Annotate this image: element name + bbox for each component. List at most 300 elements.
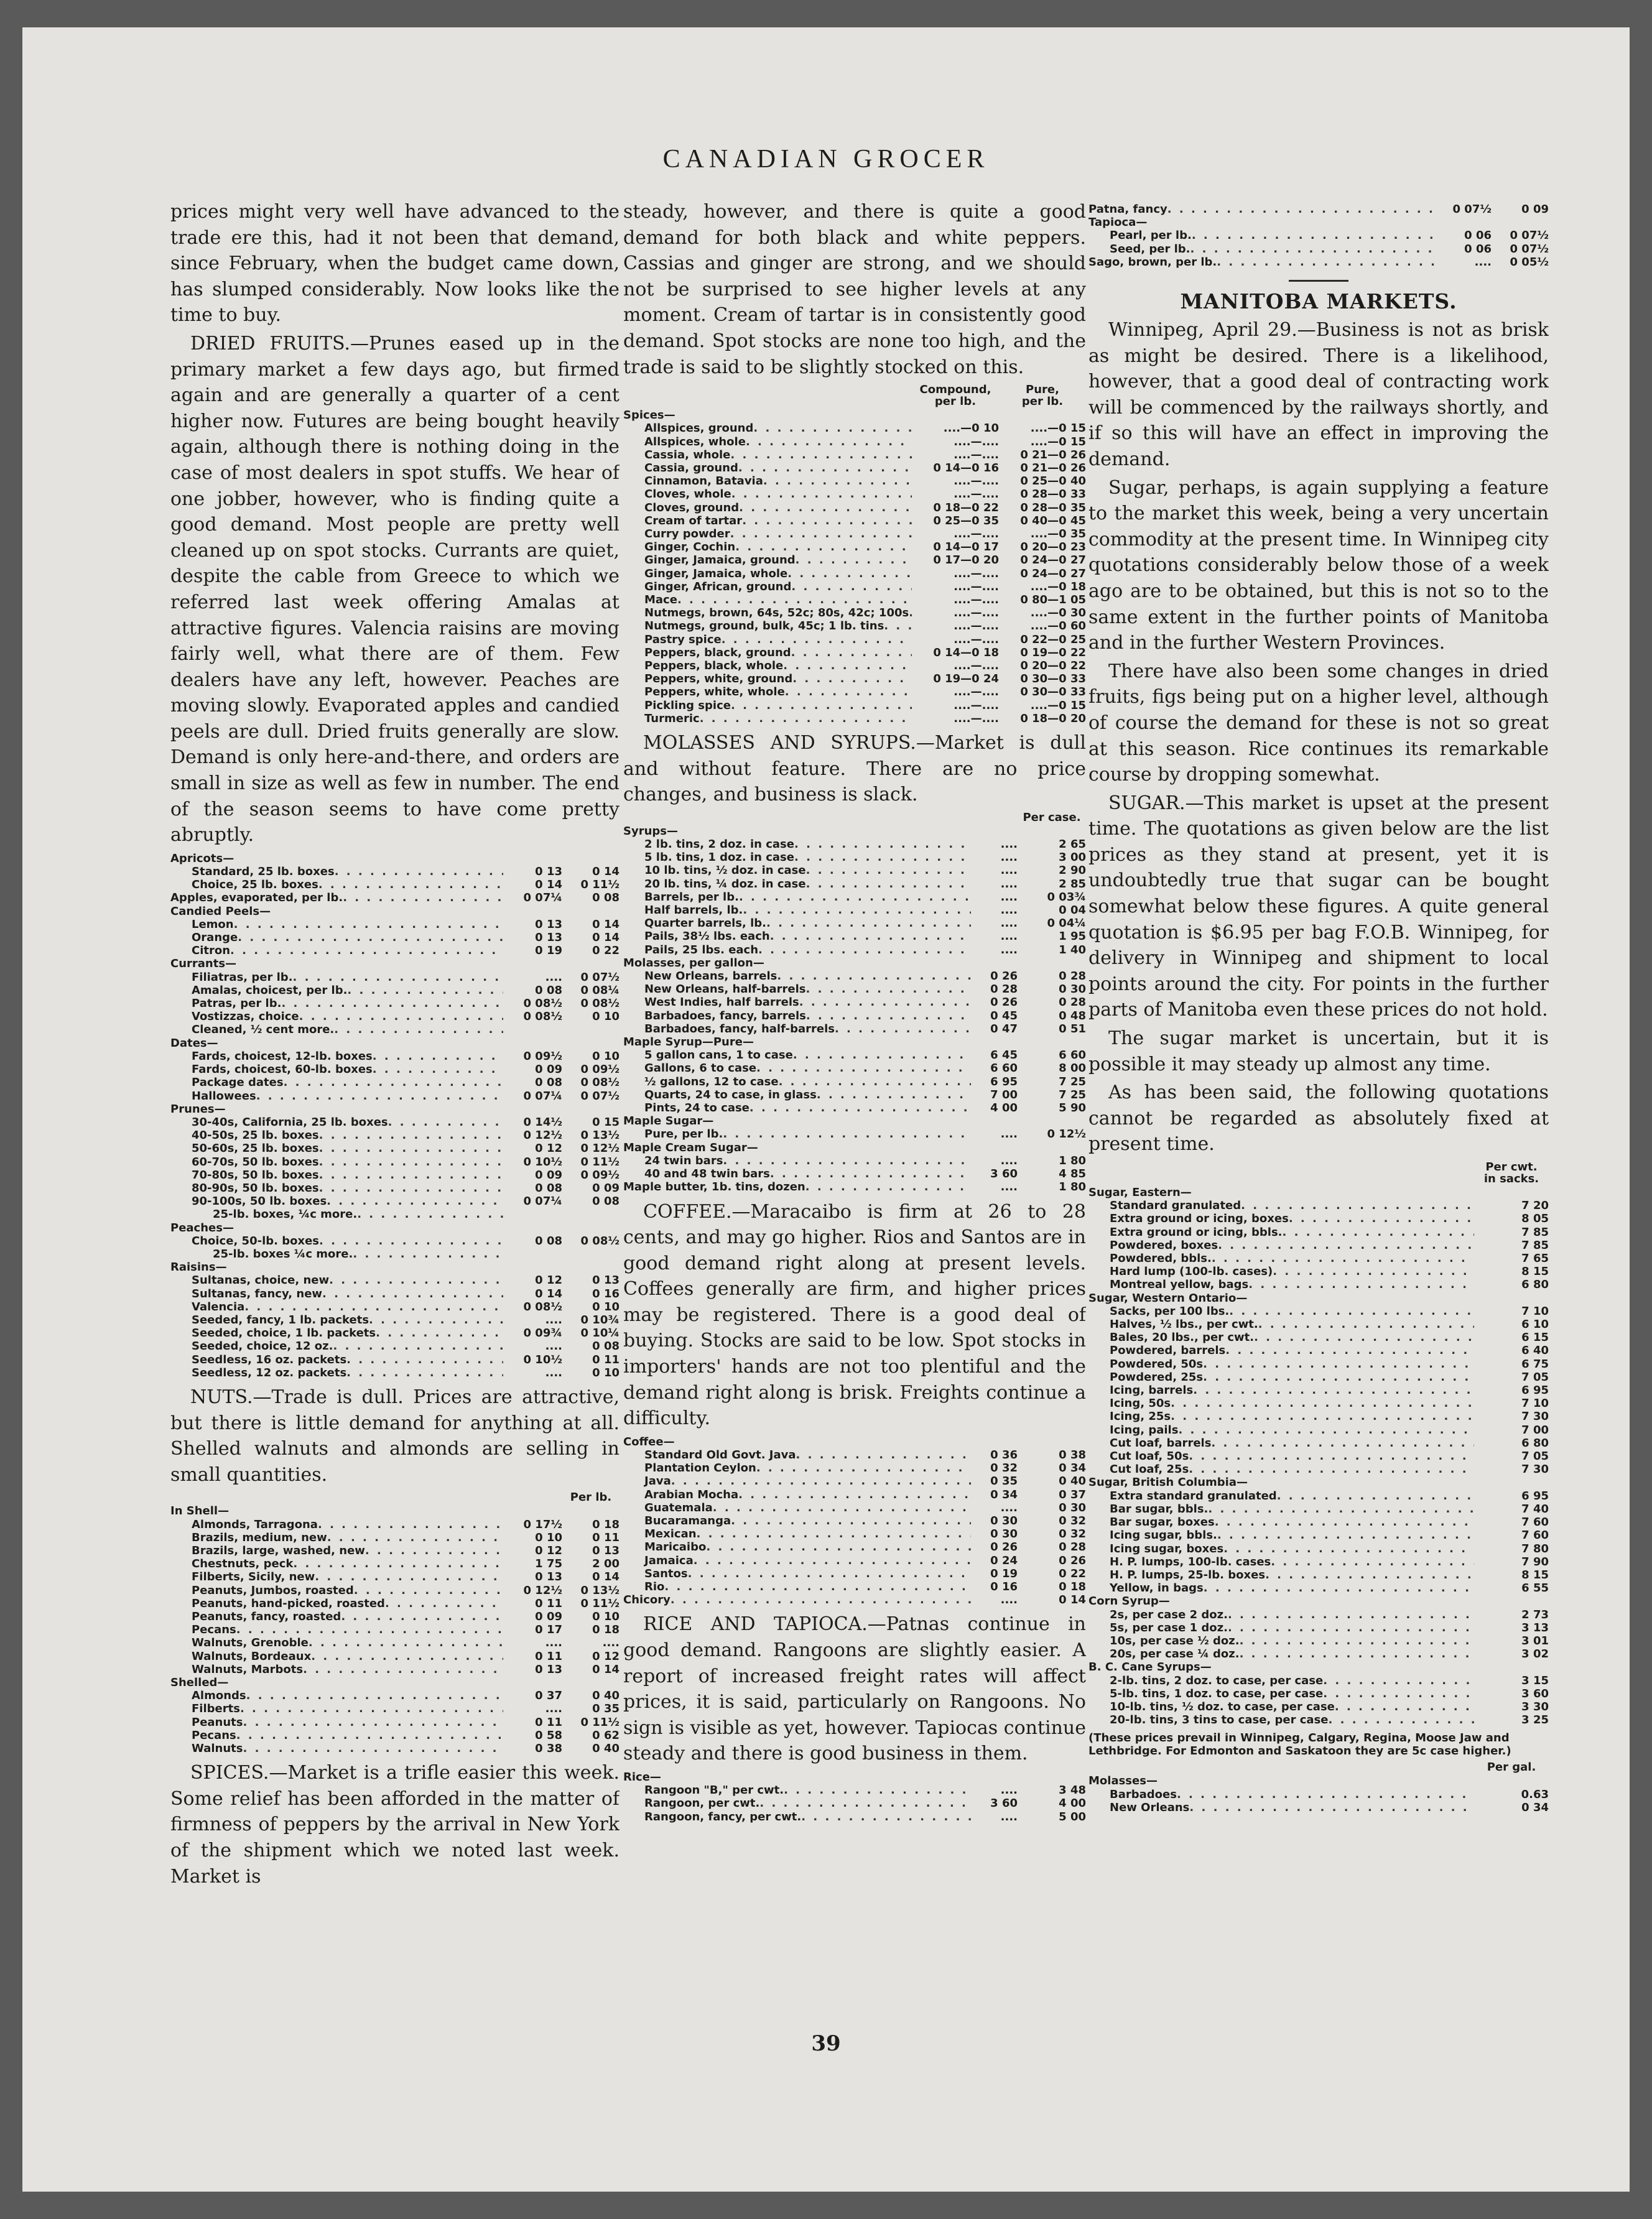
item-label: Quarts, 24 to case, in glass <box>644 1088 817 1101</box>
dot-leader <box>884 619 912 632</box>
table-row <box>1088 1371 1549 1384</box>
dot-leader <box>335 865 503 878</box>
item-label: Bales, 20 lbs., per cwt. <box>1110 1331 1255 1345</box>
dot-leader <box>1323 1687 1474 1700</box>
table-row <box>623 1062 1086 1075</box>
item-label: Brazils, medium, new <box>192 1531 327 1544</box>
table-row <box>623 878 1086 891</box>
price-high: 0 03¾ <box>1047 890 1086 904</box>
price-low: .... <box>545 1313 562 1327</box>
item-label: Powdered, boxes <box>1110 1238 1218 1252</box>
price: 7 10 <box>1521 1304 1549 1318</box>
item-label: Bucaramanga <box>644 1514 731 1528</box>
item-label: Seeded, fancy, 1 lb. packets <box>192 1313 369 1327</box>
dot-leader <box>1225 1344 1474 1357</box>
price-high: 0 35 <box>592 1702 620 1716</box>
dot-leader <box>706 1540 971 1554</box>
table-row <box>623 1540 1086 1554</box>
item-label: Peppers, black, ground <box>644 646 791 659</box>
price: 6 40 <box>1521 1344 1549 1358</box>
table-row <box>170 1142 620 1155</box>
column-2 <box>623 199 1086 2129</box>
price-high: 0 11½ <box>580 1596 620 1610</box>
table-row <box>1088 1529 1549 1542</box>
item-label: Valencia <box>192 1300 245 1313</box>
item-label: Sultanas, choice, new <box>192 1274 330 1287</box>
dot-leader <box>671 1593 971 1606</box>
dot-leader <box>731 1514 971 1527</box>
item-label: Icing sugar, bbls. <box>1110 1529 1217 1542</box>
table-row <box>1088 1542 1549 1555</box>
price-high: ....—0 15 <box>1030 422 1086 435</box>
column-header: Per case. <box>1023 810 1081 824</box>
table-row <box>170 1702 620 1715</box>
price-high: 0 40 <box>1059 1475 1086 1488</box>
price: 3 01 <box>1521 1634 1549 1647</box>
table-row <box>1088 1358 1549 1371</box>
price-high: 0 18 <box>1059 1580 1086 1594</box>
price-high: 0 12½ <box>580 1142 620 1156</box>
price-high: 2 85 <box>1059 877 1086 891</box>
item-label: Guatemala <box>644 1501 713 1514</box>
price-low: ....—.... <box>954 711 999 725</box>
item-label: Pearl, per lb. <box>1110 229 1192 243</box>
price-low: 0 11 <box>535 1596 562 1610</box>
prices-footnote: (These prices prevail in Winnipeg, Calgary, Regina, Moose Jaw and Lethbridge. For Edmonton and Saskatoon they are 5c case higher.) <box>1088 1731 1511 1758</box>
item-label: Peaches— <box>170 1221 234 1235</box>
table-row <box>623 1567 1086 1580</box>
dot-leader <box>731 699 912 712</box>
item-label: Orange <box>192 931 238 945</box>
dot-leader <box>664 1580 971 1593</box>
item-label: Powdered, 25s <box>1110 1370 1204 1384</box>
price: 3 02 <box>1521 1647 1549 1661</box>
item-label: 20s, per case ¼ doz. <box>1110 1647 1240 1661</box>
item-label: Raisins— <box>170 1261 227 1274</box>
table-row <box>170 1313 620 1327</box>
dot-leader <box>753 422 912 435</box>
table-row <box>623 1462 1086 1475</box>
item-label: Rangoon "B," per cwt. <box>644 1784 784 1797</box>
table-row <box>623 1784 1086 1797</box>
dot-leader <box>1229 1305 1474 1318</box>
price-high: 0 30—0 33 <box>1020 685 1086 699</box>
item-label: 20-lb. tins, 3 tins to case, per case <box>1110 1713 1329 1727</box>
table-row <box>623 1488 1086 1501</box>
price-low: .... <box>1000 917 1018 930</box>
price-high: 0 48 <box>1059 1009 1086 1022</box>
dot-leader <box>730 527 912 540</box>
dot-leader <box>759 1797 971 1810</box>
paragraph-dried-fruits: DRIED FRUITS.—Prunes eased up in the primary market a few days ago, but firmed again and are generally a quarter of a cent higher now. Futures are being bought heavily again, although there is nothing doing in the case of most dealers in spot stuffs. We hear of one jobber, however, who is finding quite a good demand. Most people are pretty well cleaned up on spot stocks. Currants are quiet, despite the cable from Greece to which we referred last week offering Amalas at attractive figures. Valencia raisins are moving fairly well, what there are of them. Few dealers have any left, however. Peaches are moving slowly. Evaporated apples and candied peels are dull. Dried fruits generally are slow. Demand is only here-and-there, and orders are small in size as well as few in number. The end of the season seems to have come pretty abruptly. <box>170 332 620 846</box>
table-row <box>623 554 1086 567</box>
price-high: 8 00 <box>1059 1062 1086 1075</box>
table-group-heading <box>170 852 620 865</box>
price-high: 0 28 <box>1059 970 1086 983</box>
table-row <box>1088 1568 1549 1582</box>
dot-leader <box>730 448 912 461</box>
table-row <box>1088 1265 1549 1278</box>
price-high: 0 04 <box>1059 904 1086 917</box>
price: 3 25 <box>1521 1713 1549 1727</box>
table-row <box>170 1353 620 1366</box>
item-label: Seed, per lb. <box>1110 242 1190 256</box>
price-low: 0 08½ <box>523 1300 562 1313</box>
price-low: 0 07¼ <box>523 1195 562 1208</box>
dried-fruits-table <box>170 852 620 1379</box>
item-label: 2-lb. tins, 2 doz. to case, per case <box>1110 1674 1324 1687</box>
dot-leader <box>742 514 912 527</box>
item-label: Santos <box>644 1567 688 1580</box>
page-number: 39 <box>811 2031 841 2056</box>
price-low: 0 14½ <box>523 1115 562 1129</box>
dot-leader <box>731 488 912 501</box>
price-low: .... <box>1000 890 1018 904</box>
price-low: 0 37 <box>535 1689 562 1703</box>
price-high: 0 40 <box>592 1689 620 1703</box>
item-label: Icing, 50s <box>1110 1397 1171 1411</box>
price-high: 0 14 <box>592 865 620 879</box>
price-low: 4 00 <box>990 1101 1018 1115</box>
table-row <box>623 1088 1086 1101</box>
price-low: 0 08 <box>535 1181 562 1195</box>
dot-leader <box>1192 229 1434 242</box>
price-high: 0 13½ <box>580 1583 620 1597</box>
table-group-heading <box>170 1103 620 1116</box>
column-header: Per gal. <box>1487 1761 1536 1774</box>
table-row <box>623 1075 1086 1088</box>
price-high: 7 25 <box>1059 1075 1086 1088</box>
price-low: .... <box>1000 943 1018 957</box>
table-row <box>1088 203 1549 216</box>
price-high: 0 25—0 40 <box>1020 475 1086 488</box>
price: 3 30 <box>1521 1700 1549 1713</box>
price-high: 0 20—0 22 <box>1020 659 1086 673</box>
dot-leader <box>766 917 971 930</box>
table-row <box>623 699 1086 712</box>
dot-leader <box>1240 1634 1474 1647</box>
price-low: 0 25—0 35 <box>933 514 999 527</box>
item-label: Pecans <box>192 1728 236 1742</box>
table-row <box>623 646 1086 659</box>
dot-leader <box>796 554 912 567</box>
price-high: 0 15 <box>592 1115 620 1129</box>
table-row <box>623 904 1086 917</box>
paragraph-quotations-note: As has been said, the following quotations cannot be regarded as absolutely fixed at present time. <box>1088 1082 1549 1156</box>
price-high: 0 20—0 23 <box>1020 540 1086 554</box>
table-row <box>170 878 620 891</box>
dot-leader <box>243 1742 503 1755</box>
price-high: ....—0 18 <box>1030 580 1086 593</box>
price-high: 0 21—0 26 <box>1020 448 1086 461</box>
dot-leader <box>770 930 971 943</box>
item-label: Barbadoes, fancy, half-barrels <box>644 1022 835 1035</box>
item-label: Walnuts <box>192 1742 243 1755</box>
item-label: 2 lb. tins, 2 doz. in case <box>644 838 794 851</box>
dot-leader <box>1189 1801 1474 1814</box>
item-label: Halves, ½ lbs., per cwt. <box>1110 1318 1258 1332</box>
dot-leader <box>376 1327 503 1340</box>
price: 8 05 <box>1521 1212 1549 1226</box>
price-high: 0 09½ <box>580 1063 620 1077</box>
price: 7 85 <box>1521 1238 1549 1252</box>
table-row <box>1088 1463 1549 1476</box>
price-low: .... <box>1000 838 1018 851</box>
price-high: 2 65 <box>1059 838 1086 851</box>
price-high: 0 08 <box>592 891 620 905</box>
table-row <box>1088 1384 1549 1397</box>
table-row <box>623 1101 1086 1114</box>
table-row <box>623 864 1086 877</box>
dot-leader <box>1193 1384 1474 1397</box>
price-low: 0 09 <box>535 1168 562 1182</box>
dot-leader <box>783 659 912 672</box>
item-label: Ginger, Jamaica, ground <box>644 554 796 567</box>
price-low: 0 14—0 17 <box>933 540 999 554</box>
syrups-table <box>623 812 1086 1194</box>
dot-leader <box>1283 1226 1474 1239</box>
price-high: 5 00 <box>1059 1810 1086 1823</box>
price-low: .... <box>545 1366 562 1379</box>
price-high: 0 11 <box>592 1531 620 1544</box>
paragraph-spices: SPICES.—Market is a trifle easier this week. Some relief has been afforded in the matter of firmness of peppers by the arrival in New York of the shipment which we noted last week. Market is <box>170 1762 620 1888</box>
price-low: .... <box>1000 1784 1018 1797</box>
item-label: Bar sugar, bbls. <box>1110 1502 1209 1516</box>
spices-table <box>623 384 1086 725</box>
item-label: Patras, per lb. <box>192 997 282 1011</box>
paragraph-molasses-syrups: MOLASSES AND SYRUPS.—Market is dull and without feature. There are no price changes, and business is slack. <box>623 732 1086 806</box>
table-row <box>1088 1397 1549 1410</box>
item-label: 90-100s, 50 lb. boxes <box>192 1195 327 1208</box>
price-high: 0 22 <box>1059 1567 1086 1580</box>
table-row <box>170 1544 620 1557</box>
item-label: Dates— <box>170 1036 218 1050</box>
item-label: Chestnuts, peck <box>192 1557 294 1571</box>
price-low: 0 07¼ <box>523 891 562 905</box>
item-label: Rangoon, fancy, per cwt. <box>644 1810 802 1823</box>
price-high: 1 80 <box>1059 1180 1086 1194</box>
price: 6 15 <box>1521 1331 1549 1345</box>
price-high: 0 09 <box>592 1181 620 1195</box>
table-group-heading <box>1088 1186 1549 1199</box>
price-low: ....—0 10 <box>943 422 999 435</box>
price: 7 60 <box>1521 1516 1549 1529</box>
table-group-heading <box>1088 1292 1549 1305</box>
table-row <box>170 1050 620 1063</box>
price: 2 73 <box>1521 1608 1549 1621</box>
table-row <box>1088 1212 1549 1225</box>
dot-leader <box>319 1182 503 1195</box>
price-high: 0 05½ <box>1510 255 1549 269</box>
dot-leader <box>365 1544 503 1557</box>
dot-leader <box>739 501 912 514</box>
item-label: Sultanas, fancy, new <box>192 1287 323 1300</box>
item-label: Cloves, whole <box>644 488 731 501</box>
price-low: 0 32 <box>990 1462 1018 1475</box>
table-row <box>1088 1555 1549 1568</box>
price-low: .... <box>1000 1593 1018 1607</box>
item-label: Tapioca— <box>1088 216 1148 229</box>
item-label: Filiatras, per lb. <box>192 970 293 984</box>
dot-leader <box>1277 1489 1474 1503</box>
dot-leader <box>694 1554 971 1567</box>
item-label: Peanuts, fancy, roasted <box>192 1610 341 1623</box>
price-low: 0 17½ <box>523 1517 562 1531</box>
table-row <box>623 712 1086 725</box>
price-low: 3 60 <box>990 1797 1018 1810</box>
table-row <box>623 540 1086 554</box>
item-label: Turmeric <box>644 711 700 725</box>
price-low: ....—.... <box>954 580 999 593</box>
price-low: 0 24 <box>990 1554 1018 1567</box>
price-high: ....—0 15 <box>1030 435 1086 448</box>
item-label: 60-70s, 50 lb. boxes <box>192 1155 319 1169</box>
dot-leader <box>723 1128 971 1141</box>
item-label: Shelled— <box>170 1675 229 1689</box>
dot-leader <box>677 593 912 606</box>
item-label: Seedless, 12 oz. packets <box>192 1366 347 1379</box>
price-high: 0 07½ <box>580 970 620 984</box>
price-high: 0 14 <box>1059 1593 1086 1607</box>
price-low: 0 58 <box>535 1728 562 1742</box>
table-row <box>623 435 1086 448</box>
item-label: Cream of tartar <box>644 514 743 527</box>
price-high: 0 10¾ <box>580 1313 620 1327</box>
item-label: Chicory <box>623 1593 671 1607</box>
price-high: 0 11½ <box>580 1155 620 1169</box>
tapioca-table <box>1088 203 1549 269</box>
manitoba-heading: MANITOBA MARKETS. <box>1180 289 1457 314</box>
table-row <box>1088 1424 1549 1437</box>
dot-leader <box>319 1142 503 1155</box>
price-high: 0 28—0 33 <box>1020 488 1086 501</box>
table-row <box>623 461 1086 475</box>
table-row <box>623 970 1086 983</box>
table-row <box>623 1049 1086 1062</box>
dot-leader <box>1171 1397 1474 1410</box>
price: 7 80 <box>1521 1542 1549 1555</box>
price-high: 0 28 <box>1059 1540 1086 1554</box>
price-low: ....—.... <box>954 698 999 712</box>
item-label: Yellow, in bags <box>1110 1582 1204 1595</box>
item-label: Syrups— <box>623 824 678 838</box>
item-label: Patna, fancy <box>1088 203 1167 216</box>
item-label: Walnuts, Grenoble <box>192 1636 309 1650</box>
dot-leader <box>722 633 912 646</box>
item-label: Barrels, per lb. <box>644 890 739 904</box>
price: 7 60 <box>1521 1529 1549 1542</box>
dot-leader <box>1208 1503 1474 1516</box>
dot-leader <box>319 1235 503 1248</box>
table-row <box>623 672 1086 685</box>
price-high: 2 00 <box>592 1557 620 1571</box>
table-row <box>170 1156 620 1169</box>
price-high: ....—0 15 <box>1030 698 1086 712</box>
paragraph-sugar-uncertain: The sugar market is uncertain, but it is possible it may steady up almost any time. <box>1088 1027 1549 1075</box>
dot-leader <box>354 1584 503 1597</box>
item-label: Apples, evaporated, per lb. <box>170 891 343 905</box>
price-low: .... <box>1000 904 1018 917</box>
table-row <box>623 1022 1086 1035</box>
item-label: Filberts <box>192 1702 240 1716</box>
table-column-headers <box>623 384 1086 407</box>
column-header: Compound, per lb. <box>919 383 991 409</box>
price-low: ....—.... <box>954 435 999 448</box>
price-high: 0 80—1 05 <box>1020 593 1086 606</box>
table-row <box>170 1182 620 1195</box>
item-label: Ginger, Jamaica, whole <box>644 567 788 580</box>
price-low: 0 07½ <box>1452 203 1492 216</box>
table-row <box>170 1023 620 1036</box>
table-row <box>170 1129 620 1142</box>
price-low: 0 35 <box>990 1475 1018 1488</box>
paragraph-intro: prices might very well have advanced to the trade ere this, had it not been that demand, since February, when the budget came down, has slumped considerably. Now looks like the time to buy. <box>170 201 620 327</box>
price-low: ....—.... <box>954 619 999 633</box>
price-low: 0 17—0 20 <box>933 554 999 567</box>
table-row <box>623 891 1086 904</box>
dot-leader <box>318 878 503 891</box>
table-row <box>170 1195 620 1208</box>
price-high: 0 22—0 25 <box>1020 632 1086 646</box>
table-row <box>1088 1437 1549 1450</box>
price-low: 0 18—0 22 <box>933 501 999 514</box>
price: 6 75 <box>1521 1357 1549 1371</box>
dot-leader <box>385 1597 503 1610</box>
dot-leader <box>1329 1713 1474 1726</box>
table-row <box>1088 256 1549 269</box>
table-group-heading <box>1088 1774 1549 1787</box>
price-low: 0 12 <box>535 1544 562 1557</box>
price-low: ....—.... <box>954 475 999 488</box>
table-group-heading <box>1088 1661 1549 1674</box>
price-high: 0 10 <box>592 1366 620 1379</box>
table-row <box>623 1580 1086 1593</box>
item-label: Pints, 24 to case <box>644 1101 749 1115</box>
dot-leader <box>1218 1239 1474 1252</box>
page <box>22 27 1630 2192</box>
table-row <box>1088 243 1549 256</box>
dot-leader <box>236 1623 503 1636</box>
price-high: 0 30 <box>1059 1501 1086 1514</box>
item-label: 5 gallon cans, 1 to case <box>644 1049 793 1062</box>
table-row <box>623 659 1086 672</box>
price-low: 0 14 <box>535 1287 562 1300</box>
table-row <box>1088 1489 1549 1503</box>
table-row <box>170 997 620 1010</box>
price-high: 0 12½ <box>1047 1128 1086 1141</box>
item-label: Prunes— <box>170 1102 226 1116</box>
price-low: 0 30 <box>990 1514 1018 1528</box>
column-1 <box>170 199 620 2129</box>
item-label: Currants— <box>170 957 237 971</box>
price-low: 0 06 <box>1464 229 1492 243</box>
price-high: 0 51 <box>1059 1022 1086 1035</box>
price-high: 0 18 <box>592 1623 620 1637</box>
item-label: Peanuts, hand-picked, roasted <box>192 1596 385 1610</box>
price-high: 0 13 <box>592 1274 620 1287</box>
item-label: Rice— <box>623 1771 661 1784</box>
dot-leader <box>311 1650 503 1663</box>
price: 7 00 <box>1521 1423 1549 1437</box>
item-label: Fards, choicest, 60-lb. boxes <box>192 1063 373 1077</box>
price-low: .... <box>1000 1128 1018 1141</box>
dot-leader <box>756 1062 971 1075</box>
price-low: 0 13 <box>535 917 562 931</box>
table-row <box>170 1327 620 1340</box>
table-row <box>170 1584 620 1597</box>
table-row <box>623 475 1086 488</box>
price-low: 0 26 <box>990 1540 1018 1554</box>
